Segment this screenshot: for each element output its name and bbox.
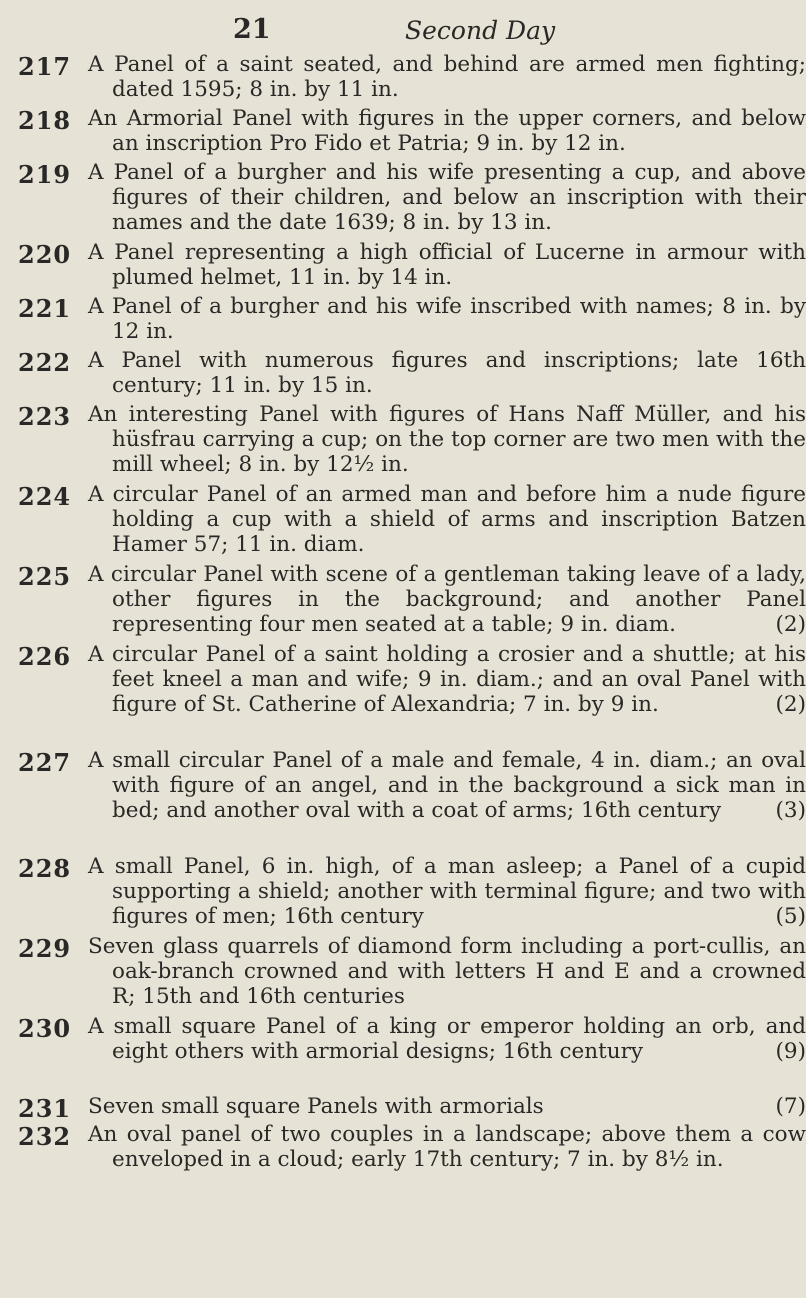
- lot-entry: [0, 1094, 806, 1123]
- lot-description: An Armorial Panel with figures in the upper corners, and below an inscription Pro Fido et Patria; 9 in. by 12 in.: [88, 106, 806, 156]
- lot-description: A Panel of a burgher and his wife presenting a cup, and above figures of their children, and below an inscription with their names and the date 1639; 8 in. by 13 in.: [88, 160, 806, 235]
- lot-number: 223: [18, 402, 72, 431]
- lot-number: 224: [18, 482, 72, 511]
- lot-number: 227: [18, 748, 72, 777]
- lot-entry: [0, 52, 806, 106]
- lot-description: A small circular Panel of a male and female, 4 in. diam.; an oval with figure of an angel, and in the background a sick man in bed; and another oval with a coat of arms; 16th century: [88, 748, 806, 823]
- lot-quantity: (7): [775, 1094, 806, 1119]
- lot-number: 229: [18, 934, 72, 963]
- lot-description: A circular Panel with scene of a gentleman taking leave of a lady, other figures in the background; and another Panel representing four men seated at a table; 9 in. diam.: [88, 562, 806, 637]
- lot-description: A small Panel, 6 in. high, of a man asleep; a Panel of a cupid supporting a shield; another with terminal figure; and two with figures of men; 16th century: [88, 854, 806, 929]
- lot-entry: [0, 934, 806, 1014]
- lot-entry: [0, 160, 806, 240]
- lot-entry: [0, 106, 806, 160]
- lot-quantity: (2): [775, 612, 806, 637]
- lot-description: Seven small square Panels with armorials: [88, 1094, 544, 1119]
- lot-description: A Panel of a burgher and his wife inscribed with names; 8 in. by 12 in.: [88, 294, 806, 344]
- lot-quantity: (3): [775, 798, 806, 823]
- running-title: Second Day: [405, 16, 556, 45]
- page-header: [0, 8, 800, 48]
- lot-number: 226: [18, 642, 72, 671]
- lot-quantity: (9): [775, 1039, 806, 1064]
- lot-entry: [0, 1122, 806, 1202]
- lot-quantity: (2): [775, 692, 806, 717]
- lot-number: 222: [18, 348, 72, 377]
- lot-description: A Panel with numerous figures and inscriptions; late 16th century; 11 in. by 15 in.: [88, 348, 806, 398]
- lot-description: A circular Panel of a saint holding a crosier and a shuttle; at his feet kneel a man and wife; 9 in. diam.; and an oval Panel with figure of St. Catherine of Alexandria; 7 in. by 9 in.: [88, 642, 806, 717]
- lot-entry: [0, 562, 806, 642]
- lot-entry: [0, 294, 806, 348]
- lot-description: Seven glass quarrels of diamond form including a port-cullis, an oak-branch crowned and with letters H and E and a crowned R; 15th and 16th centuries: [88, 934, 806, 1009]
- page-number: 21: [233, 14, 271, 45]
- lot-number: 218: [18, 106, 72, 135]
- lot-entry: [0, 240, 806, 294]
- lot-number: 217: [18, 52, 72, 81]
- lot-entry: [0, 1014, 806, 1094]
- lot-number: 230: [18, 1014, 72, 1043]
- lot-description: An interesting Panel with figures of Hans Naff Müller, and his hüsfrau carrying a cup; on the top corner are two men with the mill wheel; 8 in. by 12½ in.: [88, 402, 806, 477]
- lot-description: A Panel representing a high official of Lucerne in armour with plumed helmet, 11 in. by 14 in.: [88, 240, 806, 290]
- lot-description: A circular Panel of an armed man and before him a nude figure holding a cup with a shield of arms and inscription Batzen Hamer 57; 11 in. diam.: [88, 482, 806, 557]
- lot-entry: [0, 348, 806, 402]
- lot-entry: [0, 854, 806, 934]
- lot-number: 220: [18, 240, 72, 269]
- lot-description: A Panel of a saint seated, and behind are armed men fighting; dated 1595; 8 in. by 11 in.: [88, 52, 806, 102]
- lot-number: 221: [18, 294, 72, 323]
- lot-entry: [0, 402, 806, 482]
- lot-number: 219: [18, 160, 72, 189]
- lot-number: 232: [18, 1122, 72, 1151]
- lot-list: [0, 52, 806, 1202]
- lot-entry: [0, 482, 806, 562]
- lot-entry: [0, 642, 806, 748]
- lot-number: 228: [18, 854, 72, 883]
- lot-entry: [0, 748, 806, 854]
- lot-description: A small square Panel of a king or emperor holding an orb, and eight others with armorial designs; 16th century: [88, 1014, 806, 1064]
- lot-number: 231: [18, 1094, 72, 1123]
- lot-number: 225: [18, 562, 72, 591]
- lot-quantity: (5): [775, 904, 806, 929]
- lot-description: An oval panel of two couples in a landscape; above them a cow enveloped in a cloud; early 17th century; 7 in. by 8½ in.: [88, 1122, 806, 1172]
